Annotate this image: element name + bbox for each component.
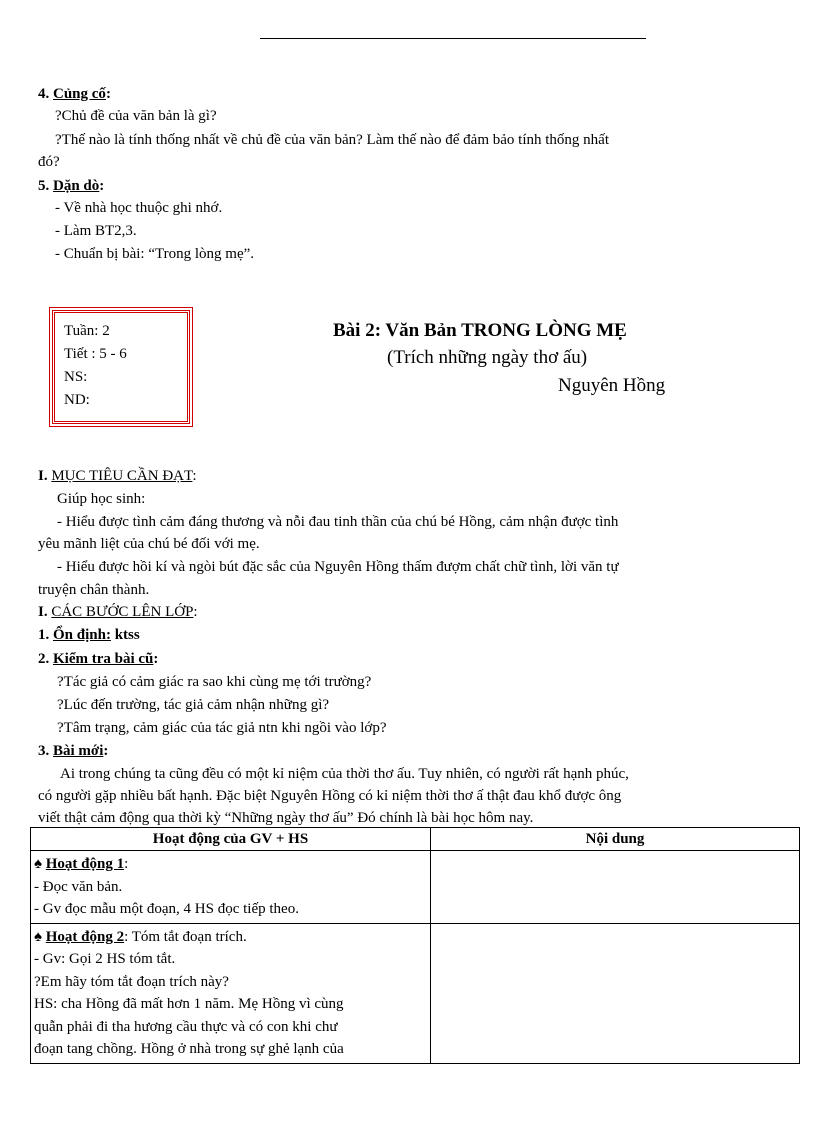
objectives-point-2: - Hiểu được hồi kí và ngòi bút đặc sắc của Nguyên Hồng thấm đượm chất chữ tình, lời văn tự <box>57 559 619 575</box>
section-4-heading <box>38 84 111 104</box>
step-3-title: Bài mới <box>53 743 104 759</box>
section-4-colon: : <box>105 86 111 102</box>
objectives-intro: Giúp học sinh: <box>57 491 146 507</box>
objectives-point-1: - Hiểu được tình cảm đáng thương và nỗi đau tinh thần của chú bé Hồng, cảm nhận được tình <box>57 514 619 530</box>
activity-2-title: Hoạt động 2 <box>45 928 125 945</box>
section-4-title: Củng cố <box>53 86 106 102</box>
step-3-colon: : <box>103 743 109 759</box>
objectives-heading <box>38 466 197 486</box>
section-4-question-2-cont: đó? <box>38 154 60 170</box>
activity-1-line: - Gv đọc mẫu một đoạn, 4 HS đọc tiếp theo. <box>34 901 299 917</box>
activity-2-cell <box>31 923 431 1063</box>
step-3-number: 3. <box>38 743 50 759</box>
section-5-number: 5. <box>38 178 50 194</box>
content-2-cell <box>431 923 800 1063</box>
activity-2-line: - Gv: Gọi 2 HS tóm tắt. <box>34 951 176 967</box>
intro-paragraph-line: Ai trong chúng ta cũng đều có một kỉ niệm của thời thơ ấu. Tuy nhiên, có người rất hạnh phúc, <box>60 766 629 782</box>
step-1-title: Ổn định: <box>53 627 111 643</box>
objectives-number: I. <box>38 468 48 484</box>
step-2-number: 2. <box>38 651 50 667</box>
activity-1-heading <box>34 853 427 876</box>
table-header-row <box>31 828 800 851</box>
spade-icon: ♠ <box>34 928 42 945</box>
step-2-question: ?Lúc đến trường, tác giả cảm nhận những gì? <box>57 697 330 713</box>
activity-2-line: quẫn phải đi tha hương cầu thực và có con khi chư <box>34 1018 338 1035</box>
step-2-question: ?Tác giả có cảm giác ra sao khi cùng mẹ tới trường? <box>57 674 372 690</box>
objectives-point-1-cont: yêu mãnh liệt của chú bé đối với mẹ. <box>38 536 260 552</box>
activity-2-line: đoạn tang chồng. Hồng ở nhà trong sự ghẻ lạnh của <box>34 1041 344 1057</box>
activity-2-rest: : Tóm tắt đoạn trích. <box>124 928 247 945</box>
header-rule <box>260 38 646 39</box>
step-2-title: Kiểm tra bài cũ <box>53 651 154 667</box>
step-1 <box>38 625 140 645</box>
table-row <box>31 923 800 1063</box>
objectives-title: MỤC TIÊU CẦN ĐẠT <box>51 468 193 484</box>
info-ns: NS: <box>64 369 88 385</box>
steps-number: I. <box>38 604 48 620</box>
section-4-question-2: ?Thế nào là tính thống nhất về chủ đề của văn bản? Làm thế nào để đảm bảo tính thống nhất <box>55 132 609 148</box>
step-1-value: ktss <box>110 627 140 643</box>
objectives-point-2-cont: truyện chân thành. <box>38 582 150 598</box>
activity-2-line: HS: cha Hồng đã mất hơn 1 năm. Mẹ Hồng vì cùng <box>34 996 344 1012</box>
lesson-author: Nguyên Hồng <box>558 375 666 396</box>
spade-icon: ♠ <box>34 856 42 872</box>
content-1-cell <box>431 851 800 924</box>
step-3 <box>38 741 108 761</box>
header-content: Nội dung <box>431 828 800 851</box>
section-5-title: Dặn dò <box>53 178 100 194</box>
activity-2-line: ?Em hãy tóm tắt đoạn trích này? <box>34 973 229 990</box>
activity-1-title: Hoạt động 1 <box>45 856 125 872</box>
lesson-title: Bài 2: Văn Bản TRONG LÒNG MẸ <box>333 320 627 341</box>
intro-paragraph-line: viết thật cảm động qua thời kỳ “Những ngày thơ ấu” Đó chính là bài học hôm nay. <box>38 810 534 826</box>
activity-table <box>30 827 800 1064</box>
steps-colon: : <box>193 604 198 620</box>
steps-title: CÁC BƯỚC LÊN LỚP <box>51 604 194 620</box>
table-row <box>31 851 800 924</box>
steps-heading <box>38 602 198 622</box>
lesson-info-box <box>52 310 190 424</box>
step-2-question: ?Tâm trạng, cảm giác của tác giả ntn khi ngồi vào lớp? <box>57 720 387 736</box>
activity-1-cell <box>31 851 431 924</box>
lesson-subtitle: (Trích những ngày thơ ấu) <box>387 347 588 368</box>
step-2 <box>38 649 158 669</box>
section-5-heading <box>38 176 104 196</box>
info-nd: ND: <box>64 392 90 408</box>
info-week: Tuần: 2 <box>64 323 110 339</box>
activity-2-heading <box>34 926 427 949</box>
header-activities: Hoạt động của GV + HS <box>31 828 431 851</box>
section-5-item: - Chuẩn bị bài: “Trong lòng mẹ”. <box>55 246 255 262</box>
intro-paragraph-line: có người gặp nhiều bất hạnh. Đặc biệt Nguyên Hồng có kỉ niệm thời thơ ấ thật đau khổ được ông <box>38 788 622 804</box>
section-4-number: 4. <box>38 86 50 102</box>
section-5-item: - Làm BT2,3. <box>55 223 137 239</box>
activity-1-colon: : <box>124 856 129 872</box>
step-2-colon: : <box>153 651 159 667</box>
info-period: Tiết : 5 - 6 <box>64 346 127 362</box>
section-5-item: - Về nhà học thuộc ghi nhớ. <box>55 200 223 216</box>
objectives-colon: : <box>192 468 197 484</box>
activity-1-line: - Đọc văn bản. <box>34 878 123 895</box>
section-5-colon: : <box>99 178 105 194</box>
section-4-question-1: ?Chủ đề của văn bản là gì? <box>55 108 217 124</box>
step-1-number: 1. <box>38 627 50 643</box>
